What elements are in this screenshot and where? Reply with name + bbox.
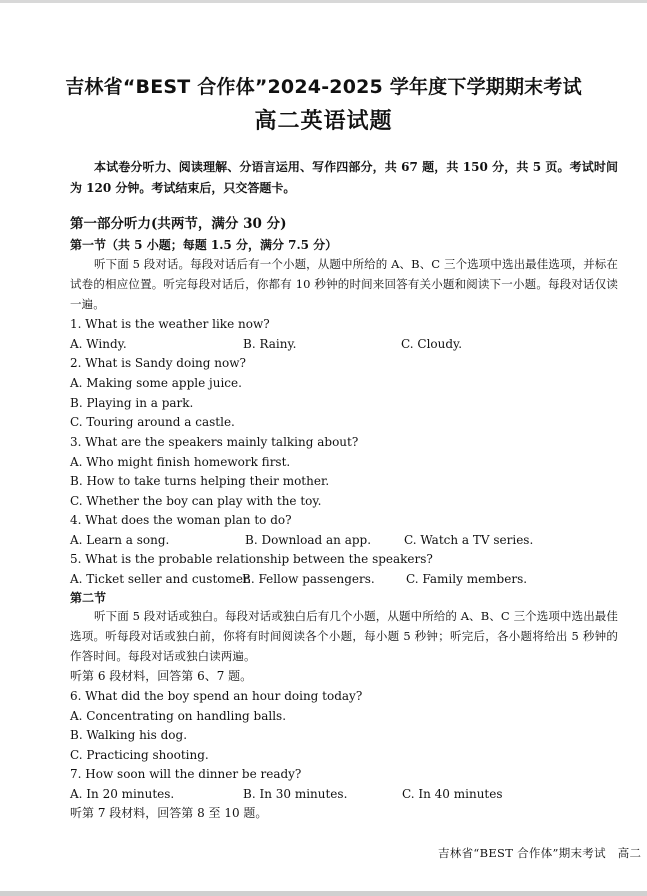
section1-title: 第一节（共 5 小题；每题 1.5 分，满分 7.5 分） (70, 238, 338, 252)
q4-option-c: C. Watch a TV series. (404, 533, 534, 547)
exam-intro: 本试卷分听力、阅读理解、分语言运用、写作四部分，共 67 题，共 150 分，共 5 页。考试时间为 120 分钟。考试结束后，只交答题卡。 (70, 160, 618, 195)
question-4: 4. What does the woman plan to do? (70, 513, 292, 527)
question-5: 5. What is the probable relationship between the speakers? (70, 552, 433, 566)
q1-option-c: C. Cloudy. (401, 337, 463, 351)
section2-instructions: 听下面 5 段对话或独白。每段对话或独白后有几个小题，从题中所给的 A、B、C 三个选项中选出最佳选项。听每段对话或独白前，你将有时间阅读各个小题，每小题 5 秒钟；听完后，各小题将给出 5 秒钟的作答时间。每段对话或独白读两遍。 (70, 609, 618, 663)
section1-instructions: 听下面 5 段对话。每段对话后有一个小题，从题中所给的 A、B、C 三个选项中选出最佳选项，并标在试卷的相应位置。听完每段对话后，你都有 10 秒钟的时间来回答有关小题和阅读下一小题。每段对话仅读一遍。 (70, 257, 618, 311)
part1-title: 第一部分听力(共两节，满分 30 分) (70, 216, 287, 232)
q5-option-b: B. Fellow passengers. (242, 572, 375, 586)
q2-option-c: C. Touring around a castle. (70, 415, 235, 429)
q6-option-b: B. Walking his dog. (70, 728, 188, 742)
q1-option-b: B. Rainy. (243, 337, 297, 351)
q1-option-a: A. Windy. (70, 337, 127, 351)
q2-option-a: A. Making some apple juice. (70, 376, 242, 390)
q4-option-b: B. Download an app. (245, 533, 372, 547)
q2-option-b: B. Playing in a park. (70, 396, 194, 410)
top-edge (0, 0, 647, 3)
bottom-edge (0, 891, 647, 896)
q7-option-b: B. In 30 minutes. (243, 787, 348, 801)
page-footer: 吉林省“BEST 合作体”期末考试 高二 (438, 846, 642, 860)
q6-option-c: C. Practicing shooting. (70, 748, 209, 762)
question-2: 2. What is Sandy doing now? (70, 356, 246, 370)
material-7-note: 听第 7 段材料，回答第 8 至 10 题。 (70, 806, 268, 820)
q3-option-c: C. Whether the boy can play with the toy. (70, 494, 322, 508)
material-6-note: 听第 6 段材料，回答第 6、7 题。 (70, 669, 253, 683)
question-6: 6. What did the boy spend an hour doing today? (70, 689, 363, 703)
exam-title: 吉林省“BEST 合作体”2024-2025 学年度下学期期末考试 (65, 76, 582, 98)
q3-option-b: B. How to take turns helping their mother. (70, 474, 330, 488)
q7-option-c: C. In 40 minutes (402, 787, 503, 801)
question-3: 3. What are the speakers mainly talking about? (70, 435, 359, 449)
q5-option-a: A. Ticket seller and customer. (70, 572, 252, 586)
q4-option-a: A. Learn a song. (70, 533, 170, 547)
section2-title: 第二节 (70, 591, 107, 605)
exam-subtitle: 高二英语试题 (254, 109, 393, 134)
question-7: 7. How soon will the dinner be ready? (70, 767, 302, 781)
q5-option-c: C. Family members. (406, 572, 528, 586)
question-1: 1. What is the weather like now? (70, 317, 270, 331)
q7-option-a: A. In 20 minutes. (70, 787, 175, 801)
q3-option-a: A. Who might finish homework first. (70, 455, 291, 469)
q6-option-a: A. Concentrating on handling balls. (70, 709, 287, 723)
